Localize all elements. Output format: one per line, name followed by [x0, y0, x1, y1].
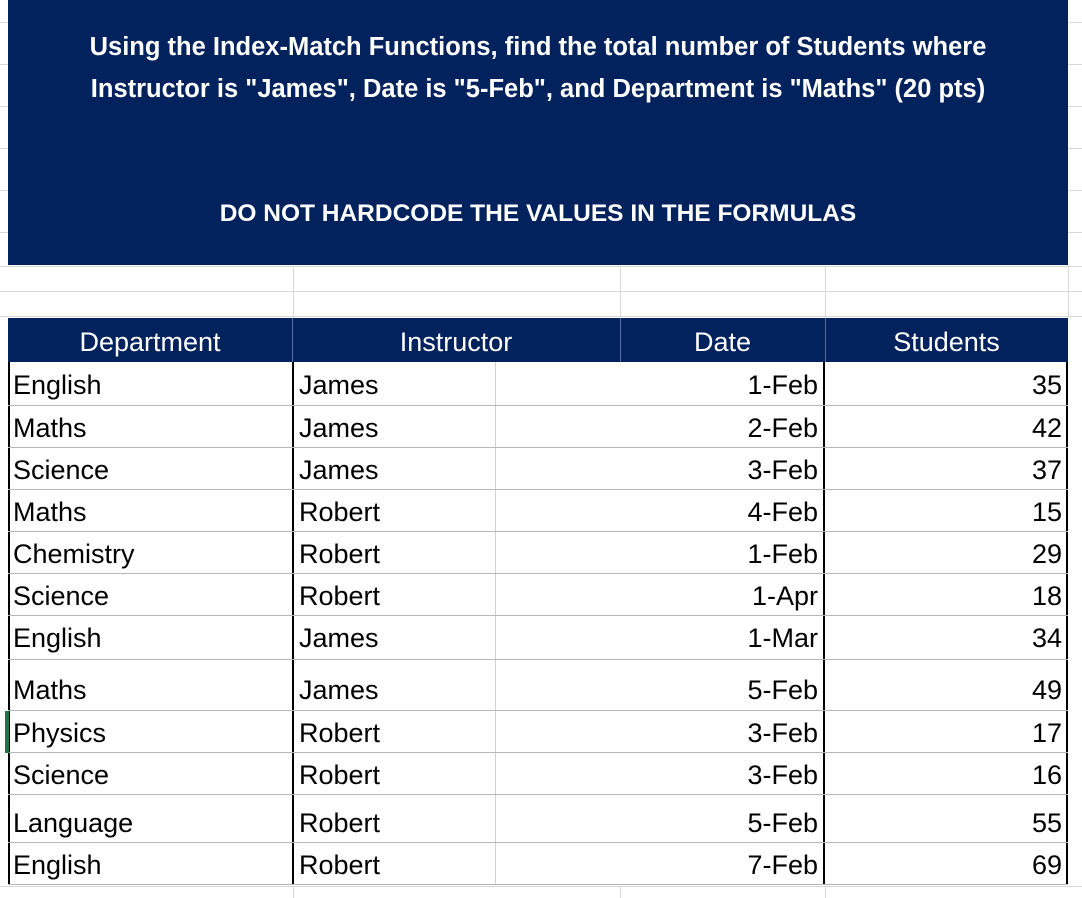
students-cell[interactable]: 49 [1031, 675, 1062, 705]
students-cell[interactable]: 17 [1031, 718, 1062, 748]
students-cell[interactable]: 37 [1031, 455, 1062, 485]
hardcode-warning: DO NOT HARDCODE THE VALUES IN THE FORMULAS [219, 200, 857, 227]
table-right-border [1066, 406, 1068, 447]
date-cell[interactable]: 5-Feb [495, 660, 825, 710]
table-row [8, 753, 1068, 795]
department-cell[interactable]: English [8, 362, 292, 405]
table-right-border [1066, 448, 1068, 489]
students-cell[interactable]: 69 [1031, 850, 1062, 880]
table-right-border [1066, 616, 1068, 659]
date-cell[interactable]: 3-Feb [495, 753, 825, 794]
department-cell[interactable]: Maths [8, 406, 292, 447]
table-header-row [8, 318, 1068, 362]
table-right-border [1066, 795, 1068, 842]
department-cell[interactable]: Science [8, 753, 292, 794]
table-right-border [1066, 711, 1068, 752]
department-cell[interactable]: Chemistry [8, 532, 292, 573]
instructor-cell[interactable]: James [292, 448, 495, 489]
table-right-border [1066, 843, 1068, 884]
instructor-cell[interactable]: Robert [292, 711, 495, 752]
gridline [0, 266, 1082, 267]
date-cell[interactable]: 2-Feb [495, 406, 825, 447]
question-text-line-1: Using the Index-Match Functions, find the total number of Students where [89, 33, 987, 61]
date-cell[interactable]: 1-Apr [495, 574, 825, 615]
gridline [1068, 266, 1069, 318]
instructor-cell[interactable]: Robert [292, 795, 495, 842]
table-right-border [1066, 753, 1068, 794]
table-row [8, 711, 1068, 753]
gridline [620, 266, 621, 318]
instructor-cell[interactable]: James [292, 362, 495, 405]
instructor-cell[interactable]: James [292, 616, 495, 659]
active-cell-indicator [5, 711, 9, 753]
date-cell[interactable]: 1-Feb [495, 532, 825, 573]
students-cell[interactable]: 18 [1031, 581, 1062, 611]
table-row [8, 574, 1068, 616]
department-cell[interactable]: Maths [8, 660, 292, 710]
table-row [8, 406, 1068, 448]
students-cell[interactable]: 29 [1031, 539, 1062, 569]
table-row [8, 795, 1068, 843]
gridline [825, 886, 826, 898]
students-cell[interactable]: 55 [1031, 808, 1062, 838]
department-cell[interactable]: Language [8, 795, 292, 842]
column-header-students[interactable]: Students [893, 327, 1000, 357]
date-cell[interactable]: 3-Feb [495, 711, 825, 752]
date-cell[interactable]: 1-Mar [495, 616, 825, 659]
department-cell[interactable]: Maths [8, 490, 292, 531]
table-right-border [1066, 362, 1068, 405]
instructor-cell[interactable]: James [292, 406, 495, 447]
gridline [825, 266, 826, 318]
table-row [8, 616, 1068, 660]
table-right-border [1066, 660, 1068, 710]
date-cell[interactable]: 4-Feb [495, 490, 825, 531]
instructor-cell[interactable]: Robert [292, 843, 495, 884]
table-row [8, 362, 1068, 406]
gridline [293, 266, 294, 318]
instructor-cell[interactable]: Robert [292, 574, 495, 615]
department-cell[interactable]: English [8, 616, 292, 659]
table-row [8, 660, 1068, 711]
gridline [620, 886, 621, 898]
table-row [8, 532, 1068, 574]
instructor-cell[interactable]: Robert [292, 490, 495, 531]
table-right-border [1066, 574, 1068, 615]
column-header-instructor[interactable]: Instructor [399, 327, 513, 357]
column-header-department[interactable]: Department [79, 327, 221, 357]
students-cell[interactable]: 34 [1031, 623, 1062, 653]
table-row [8, 843, 1068, 885]
department-cell[interactable]: Science [8, 574, 292, 615]
department-cell[interactable]: Physics [8, 711, 292, 752]
gridline [0, 886, 1082, 887]
column-header-date[interactable]: Date [693, 327, 752, 357]
table-right-border [1066, 490, 1068, 531]
date-cell[interactable]: 1-Feb [495, 362, 825, 405]
instructor-cell[interactable]: James [292, 660, 495, 710]
date-cell[interactable]: 3-Feb [495, 448, 825, 489]
table-row [8, 490, 1068, 532]
instructor-cell[interactable]: Robert [292, 753, 495, 794]
date-cell[interactable]: 7-Feb [495, 843, 825, 884]
gridline [0, 291, 1082, 292]
students-cell[interactable]: 16 [1031, 760, 1062, 790]
students-cell[interactable]: 42 [1031, 413, 1062, 443]
department-cell[interactable]: Science [8, 448, 292, 489]
instructor-cell[interactable]: Robert [292, 532, 495, 573]
date-cell[interactable]: 5-Feb [495, 795, 825, 842]
gridline [0, 316, 1082, 317]
table-row [8, 448, 1068, 490]
table-right-border [1066, 532, 1068, 573]
students-cell[interactable]: 15 [1031, 497, 1062, 527]
question-text-line-2: Instructor is "James", Date is "5-Feb", and Department is "Maths" (20 pts) [90, 75, 986, 103]
gridline [293, 886, 294, 898]
department-cell[interactable]: English [8, 843, 292, 884]
instruction-banner[interactable] [8, 0, 1068, 265]
students-cell[interactable]: 35 [1031, 370, 1062, 400]
